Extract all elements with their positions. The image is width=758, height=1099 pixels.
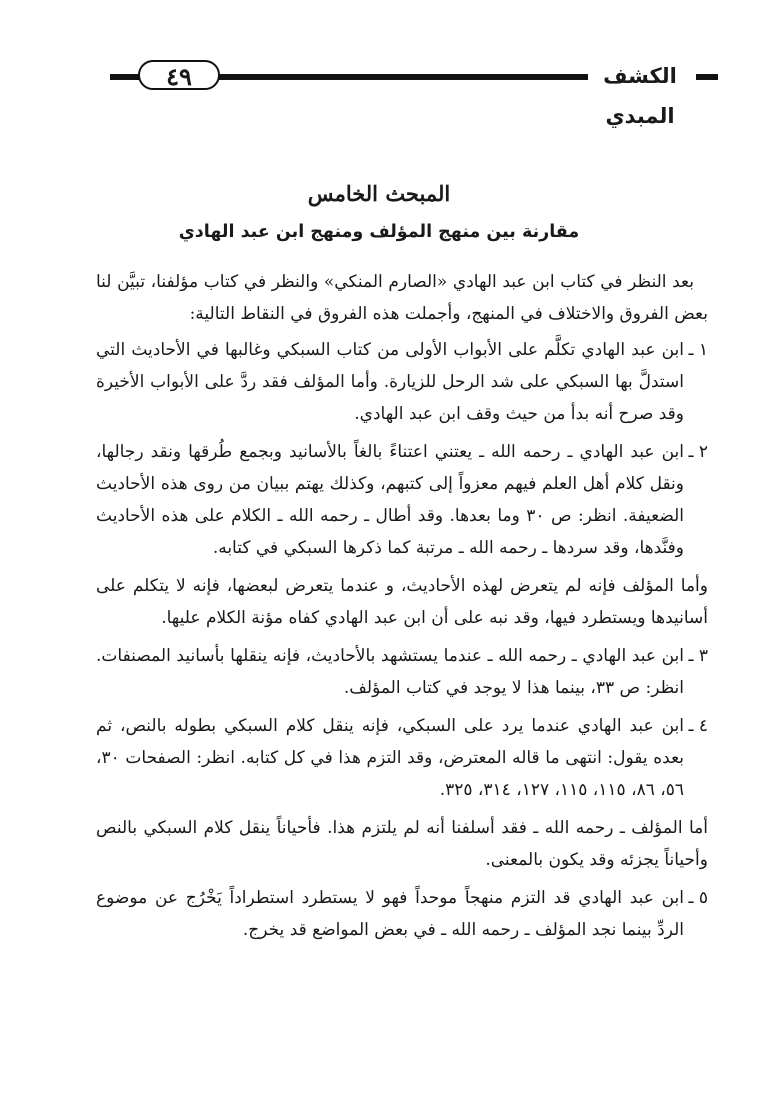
section-subtitle: مقارنة بين منهج المؤلف ومنهج ابن عبد الهادي [178,222,580,242]
point-text: ابن عبد الهادي عندما يرد على السبكي، فإنه ينقل كلام السبكي بطوله بالنص، ثم بعده يقول: انتهى ما قاله المعترض، وقد التزم هذا في كل كتابه. انظر: الصفحات ٣٠، ٥٦، ٨٦، ١١٥، ١١٥، ١٢٧، ٣١٤، ٣٢٥. [96,716,684,800]
point-number: ١ ـ [688,340,708,360]
point-1 [96,334,708,430]
section-title: المبحث الخامس [307,181,451,206]
page-header [118,58,718,128]
point-text: ابن عبد الهادي تكلَّم على الأبواب الأولى من كتاب السبكي وغالبها في الأحاديث التي استدلَّ بها السبكي على شد الرحل للزيارة. وأما المؤلف فقد ردَّ على الأبواب الأخيرة وقد صرح أنه بدأ من حيث وقف ابن عبد الهادي. [96,340,684,424]
header-rule [213,74,588,80]
header-rule-right [696,74,718,80]
paragraph-author-method: وأما المؤلف فإنه لم يتعرض لهذه الأحاديث، و عندما يتعرض لبعضها، فإنه لا يتكلم على أسانيدها ويستطرد فيها، وقد نبه على أن ابن عبد الهادي كفاه مؤنة الكلام عليها. [96,576,708,628]
body-text [96,266,708,952]
point-2 [96,436,708,564]
point-number: ٣ ـ [688,646,708,666]
intro-paragraph: بعد النظر في كتاب ابن عبد الهادي «الصارم المنكي» والنظر في كتاب مؤلفنا، تبيَّن لنا بعض الفروق والاختلاف في المنهج، وأجملت هذه الفروق في النقاط التالية: [96,272,708,324]
point-3 [96,640,708,704]
point-text: ابن عبد الهادي قد التزم منهجاً موحداً فهو لا يستطرد استطراداً يَخْرُج عن موضوع الردِّ بينما نجد المؤلف ـ رحمه الله ـ في بعض المواضع قد يخرج. [96,888,684,940]
point-number: ٥ ـ [688,888,708,908]
point-4 [96,710,708,806]
book-title: الكشف المبدي [603,64,677,128]
point-number: ٤ ـ [688,716,708,736]
page-number: ٤٩ [138,60,220,90]
point-text: ابن عبد الهادي ـ رحمه الله ـ يعتني اعتناءً بالغاً بالأسانيد وبجمع طُرقها ونقد رجالها، ونقل كلام أهل العلم فيهم معزواً إلى كتبهم، وكذلك يهتم ببيان من روى هذه الأحاديث الضعيفة. انظر: ص ٣٠ وما بعدها. وقد أطال ـ رحمه الله ـ الكلام على هذه الأحاديث وفنَّدها، وقد سردها ـ رحمه الله ـ مرتبة كما ذكرها السبكي في كتابه. [96,442,684,558]
point-5 [96,882,708,946]
header-rule-left [110,74,140,80]
point-number: ٢ ـ [688,442,708,462]
point-text: ابن عبد الهادي ـ رحمه الله ـ عندما يستشهد بالأحاديث، فإنه ينقلها بأسانيد المصنفات. انظر: ص ٣٣، بينما هذا لا يوجد في كتاب المؤلف. [96,646,684,698]
paragraph-author-quoting: أما المؤلف ـ رحمه الله ـ فقد أسلفنا أنه لم يلتزم هذا. فأحياناً ينقل كلام السبكي بالنص وأحياناً يجزئه وقد يكون بالمعنى. [96,818,708,870]
